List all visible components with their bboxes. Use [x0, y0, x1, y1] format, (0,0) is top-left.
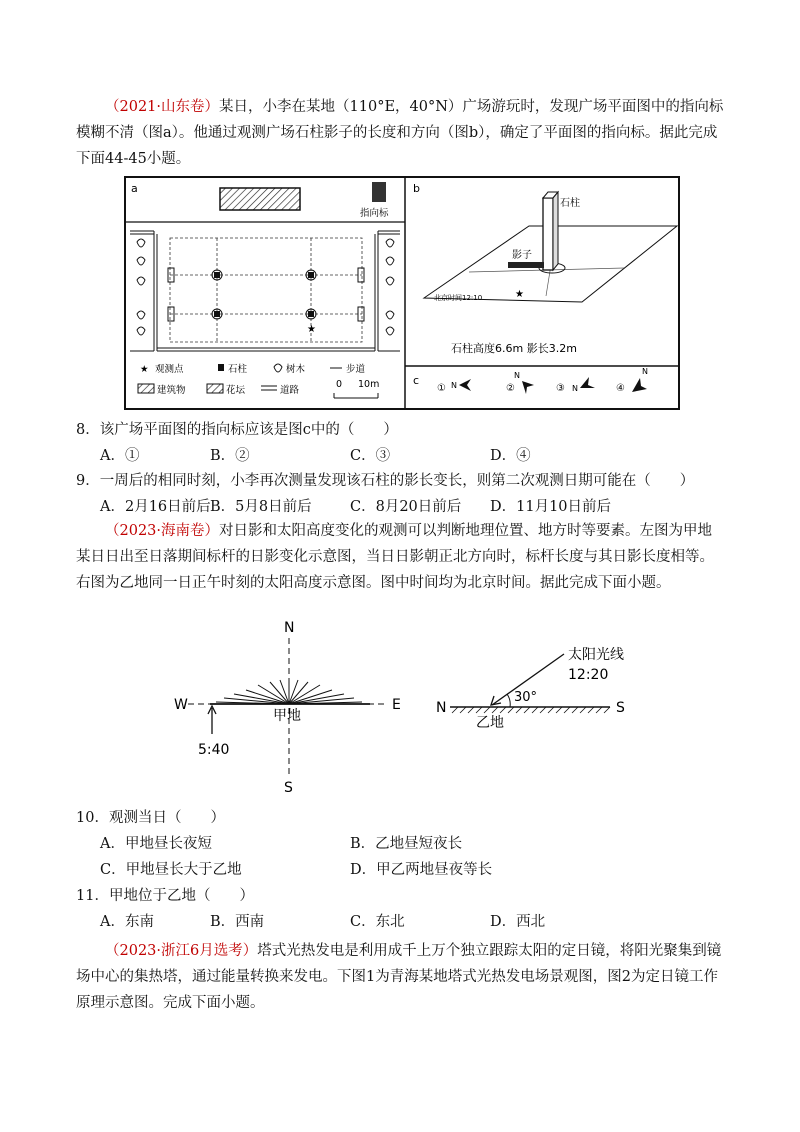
q8-option-a[interactable]: A．①	[100, 448, 140, 464]
q11-option-b[interactable]: B．西南	[210, 914, 265, 930]
q8-option-b[interactable]: B．②	[210, 448, 250, 464]
observation-point-star: ★	[307, 324, 316, 335]
svg-text:石柱: 石柱	[228, 364, 248, 375]
q11-option-d[interactable]: D．西北	[490, 914, 546, 930]
place-yi-label: 乙地	[476, 715, 504, 731]
q9-option-a[interactable]: A．2月16日前后	[100, 499, 211, 515]
south-label-right: S	[616, 700, 625, 716]
q11-option-a[interactable]: A．东南	[100, 914, 154, 930]
intro-paragraph-1	[76, 94, 726, 172]
observer-star: ★	[515, 289, 524, 300]
north-label-right: N	[436, 700, 447, 716]
tree-markers	[137, 239, 394, 335]
q8-option-d[interactable]: D．④	[490, 448, 531, 464]
beijing-time-label: 北京时间12:10	[434, 294, 483, 302]
svg-text:观测点: 观测点	[155, 364, 184, 375]
building-block	[220, 188, 300, 210]
svg-text:N: N	[514, 371, 520, 380]
stone-pillar	[543, 198, 553, 270]
svg-text:②: ②	[506, 383, 515, 394]
intro-paragraph-3	[76, 938, 726, 1016]
figure-1	[124, 176, 680, 410]
question-8-stem: 8．该广场平面图的指向标应该是图c中的（ ）	[76, 422, 398, 438]
q10-option-b[interactable]: B．乙地昼短夜长	[350, 836, 463, 852]
sun-angle-label: 30°	[514, 690, 538, 705]
q10-option-d[interactable]: D．甲乙两地昼夜等长	[350, 862, 493, 878]
sunrise-time-label: 5:40	[198, 742, 230, 758]
legend-a	[138, 363, 379, 398]
source-tag: （2021·山东卷）	[105, 99, 220, 115]
svg-text:步道: 步道	[346, 364, 366, 375]
svg-text:0: 0	[336, 379, 343, 390]
svg-text:树木: 树木	[286, 364, 306, 375]
intro-text: 塔式光热发电是利用成千上万个独立跟踪太阳的定日镜，将阳光聚集到镜场中心的集热塔，通过能量转换来发电。下图1为青海某地塔式光热发电场景观图，图2为定日镜工作原理示意图。完成下面小题。	[76, 943, 722, 1011]
source-tag: （2023·浙江6月选考）	[105, 943, 258, 959]
pillar-markers	[212, 270, 316, 319]
svg-text:③: ③	[556, 383, 565, 394]
shadow	[508, 262, 544, 268]
label-b: b	[413, 182, 420, 195]
west-label: W	[174, 697, 188, 713]
compass-label: 指向标	[360, 208, 389, 219]
shadow-label: 影子	[512, 250, 532, 261]
svg-text:N: N	[451, 381, 457, 390]
q10-option-a[interactable]: A．甲地昼长夜短	[100, 836, 212, 852]
intro-text: 某日，小李在某地（110°E，40°N）广场游玩时，发现广场平面图中的指向标模糊不清（图a）。他通过观测广场石柱影子的长度和方向（图b），确定了平面图的指向标。据此完成下面44-45小题。	[76, 99, 724, 167]
east-label: E	[392, 697, 401, 713]
sun-ray-label: 太阳光线	[568, 647, 624, 663]
pillar-label: 石柱	[560, 198, 580, 209]
svg-text:④: ④	[616, 383, 625, 394]
question-11-stem: 11．甲地位于乙地（ ）	[76, 888, 254, 904]
svg-text:①: ①	[437, 383, 446, 394]
pillar-caption: 石柱高度6.6m 影长3.2m	[451, 342, 577, 355]
question-10-stem: 10．观测当日（ ）	[76, 810, 225, 826]
svg-text:N: N	[572, 384, 578, 393]
source-tag: （2023·海南卷）	[105, 523, 220, 539]
q10-option-c[interactable]: C．甲地昼长大于乙地	[100, 862, 242, 878]
blurred-compass	[372, 182, 386, 202]
question-9-stem: 9．一周后的相同时刻，小李再次测量发现该石柱的影长变长，则第二次观测日期可能在（ ）	[76, 473, 695, 489]
svg-text:N: N	[642, 367, 648, 376]
south-label: S	[284, 780, 293, 796]
shadow-fan	[216, 678, 362, 704]
q9-option-c[interactable]: C．8月20日前后	[350, 499, 462, 515]
q9-option-d[interactable]: D．11月10日前后	[490, 499, 612, 515]
label-a: a	[131, 182, 138, 195]
svg-text:★: ★	[140, 364, 149, 375]
intro-paragraph-2	[76, 518, 726, 596]
svg-text:花坛: 花坛	[226, 385, 246, 396]
svg-text:10m: 10m	[358, 379, 380, 390]
intro-text: 对日影和太阳高度变化的观测可以判断地理位置、地方时等要素。左图为甲地某日日出至日落期间标杆的日影变化示意图，当日日影朝正北方向时，标杆长度与其日影长度相等。右图为乙地同一日正午时刻的太阳高度示意图。图中时间均为北京时间。据此完成下面小题。	[76, 523, 714, 591]
q9-option-b[interactable]: B．5月8日前后	[210, 499, 312, 515]
label-c: c	[413, 374, 420, 387]
figure-2	[170, 612, 640, 802]
north-label: N	[284, 620, 295, 636]
compass-options	[437, 367, 648, 394]
svg-text:建筑物: 建筑物	[157, 385, 186, 396]
svg-text:道路: 道路	[280, 385, 300, 396]
noon-time-label: 12:20	[568, 667, 609, 683]
q8-option-c[interactable]: C．③	[350, 448, 391, 464]
q11-option-c[interactable]: C．东北	[350, 914, 405, 930]
place-jia-label: 甲地	[273, 708, 301, 724]
